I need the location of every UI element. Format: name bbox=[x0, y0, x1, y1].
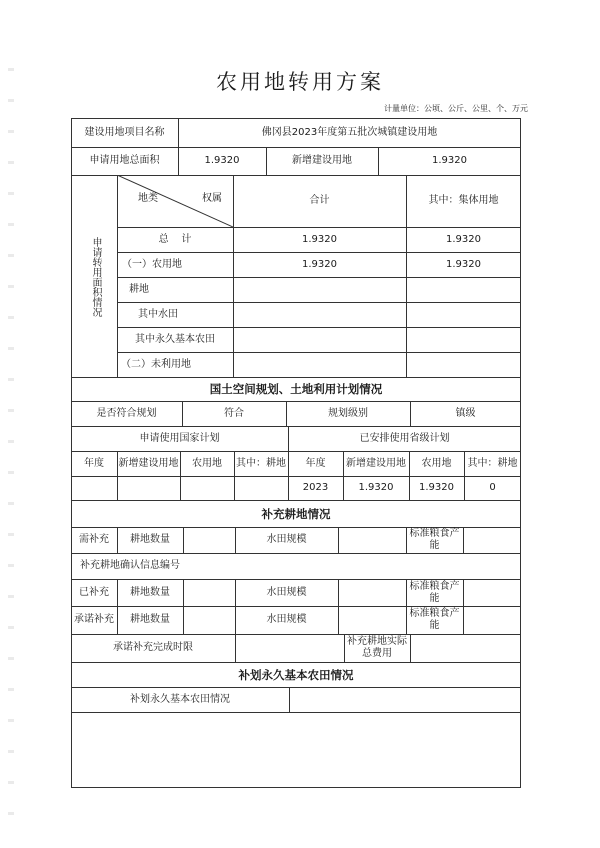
row-total-label: 总 计 bbox=[158, 233, 192, 245]
basic-farmland-section-title: 补划永久基本农田情况 bbox=[238, 667, 354, 682]
supplement-section-title: 补充耕地情况 bbox=[261, 506, 331, 521]
col-cultivated-provincial: 其中：耕地 bbox=[467, 457, 518, 469]
header-land-type: 地类 bbox=[138, 193, 158, 204]
row-permanent-collective bbox=[406, 327, 521, 352]
row-unused-label: （二）未利用地 bbox=[121, 358, 191, 370]
need-cultivated-qty-label: 耕地数量 bbox=[130, 534, 170, 545]
rule bbox=[406, 579, 407, 634]
binding-margin bbox=[8, 40, 14, 840]
comply-value: 符合 bbox=[224, 407, 244, 419]
confirm-number-label: 补充耕地确认信息编号 bbox=[80, 560, 180, 571]
rule bbox=[289, 687, 290, 712]
promise-supplement-label: 承诺补充 bbox=[74, 614, 114, 625]
plan-level-label: 规划级别 bbox=[328, 407, 368, 419]
col-new-land-provincial: 新增建设用地 bbox=[346, 457, 406, 469]
basic-farmland-row-label: 补划永久基本农田情况 bbox=[130, 693, 230, 705]
row-unused-sum bbox=[233, 352, 406, 377]
planning-section-title: 国土空间规划、土地利用计划情况 bbox=[209, 382, 383, 396]
row-permanent-label: 其中永久基本农田 bbox=[135, 333, 215, 345]
document-title: 农用地转用方案 bbox=[216, 70, 384, 94]
col-farm-national: 农用地 bbox=[192, 457, 222, 469]
col-cultivated-national: 其中：耕地 bbox=[236, 457, 286, 469]
provincial-new-land-value: 1.9320 bbox=[358, 482, 394, 493]
total-area-value: 1.9320 bbox=[204, 155, 240, 166]
total-area-label: 申请用地总面积 bbox=[89, 155, 160, 166]
promise-grain-capacity-label: 标准粮食产能 bbox=[409, 608, 460, 631]
rule bbox=[235, 634, 236, 662]
new-construction-label: 新增建设用地 bbox=[292, 155, 352, 166]
rule bbox=[183, 527, 184, 553]
row-cultivated-sum bbox=[233, 277, 406, 302]
need-paddy-scale-label: 水田规模 bbox=[266, 534, 307, 545]
project-name-label: 建设用地项目名称 bbox=[84, 126, 165, 138]
conversion-side-label: 申请转用面积情况 bbox=[90, 237, 101, 317]
rule bbox=[71, 712, 521, 713]
row-paddy-sum bbox=[233, 302, 406, 327]
new-construction-value: 1.9320 bbox=[432, 155, 467, 166]
col-new-land-national: 新增建设用地 bbox=[118, 457, 179, 469]
col-collective-header: 其中：集体用地 bbox=[428, 195, 499, 206]
provincial-year-value: 2023 bbox=[302, 482, 329, 493]
project-name-value: 佛冈县2023年度第五批次城镇建设用地 bbox=[261, 126, 438, 138]
done-cultivated-qty-label: 耕地数量 bbox=[130, 586, 170, 598]
row-total-sum: 1.9320 bbox=[302, 233, 337, 245]
col-year-provincial: 年度 bbox=[305, 457, 326, 469]
actual-cost-label: 补充耕地实际总费用 bbox=[347, 636, 407, 659]
provincial-cultivated-value: 0 bbox=[489, 482, 496, 493]
header-ownership: 权属 bbox=[202, 193, 222, 204]
row-paddy-label: 其中水田 bbox=[138, 308, 178, 320]
promise-cultivated-qty-label: 耕地数量 bbox=[130, 614, 170, 625]
col-year-national: 年度 bbox=[84, 457, 104, 469]
rule bbox=[183, 579, 184, 634]
done-grain-capacity-label: 标准粮食产能 bbox=[409, 580, 460, 604]
rule bbox=[463, 527, 464, 553]
rule bbox=[410, 634, 411, 662]
col-farm-provincial: 农用地 bbox=[421, 457, 452, 469]
provincial-farm-value: 1.9320 bbox=[419, 482, 454, 493]
done-supplement-label: 已补充 bbox=[79, 586, 109, 598]
row-farmland-collective: 1.9320 bbox=[446, 258, 481, 270]
row-farmland-label: （一）农用地 bbox=[122, 258, 182, 270]
plan-level-value: 镇级 bbox=[455, 407, 476, 419]
row-farmland-sum: 1.9320 bbox=[302, 258, 337, 270]
unit-note: 计量单位：公顷、公斤、公里、个、万元 bbox=[384, 104, 528, 113]
rule bbox=[406, 527, 407, 553]
rule bbox=[338, 527, 339, 553]
row-unused-collective bbox=[406, 352, 521, 377]
comply-label: 是否符合规划 bbox=[96, 407, 157, 419]
col-total-header: 合计 bbox=[309, 195, 330, 206]
deadline-label: 承诺补充完成时限 bbox=[113, 642, 193, 653]
done-paddy-scale-label: 水田规模 bbox=[266, 586, 307, 598]
row-cultivated-collective bbox=[406, 277, 521, 302]
national-plan-label: 申请使用国家计划 bbox=[139, 432, 220, 444]
need-grain-capacity-label: 标准粮食产能 bbox=[409, 528, 460, 551]
row-cultivated-label: 耕地 bbox=[129, 283, 149, 295]
row-total-collective: 1.9320 bbox=[446, 233, 481, 245]
row-permanent-sum bbox=[233, 327, 406, 352]
row-paddy-collective bbox=[406, 302, 521, 327]
rule bbox=[344, 634, 345, 662]
rule bbox=[463, 579, 464, 634]
rule bbox=[338, 579, 339, 634]
promise-paddy-scale-label: 水田规模 bbox=[266, 614, 307, 625]
need-supplement-label: 需补充 bbox=[79, 534, 109, 545]
provincial-plan-label: 已安排使用省级计划 bbox=[359, 432, 450, 444]
